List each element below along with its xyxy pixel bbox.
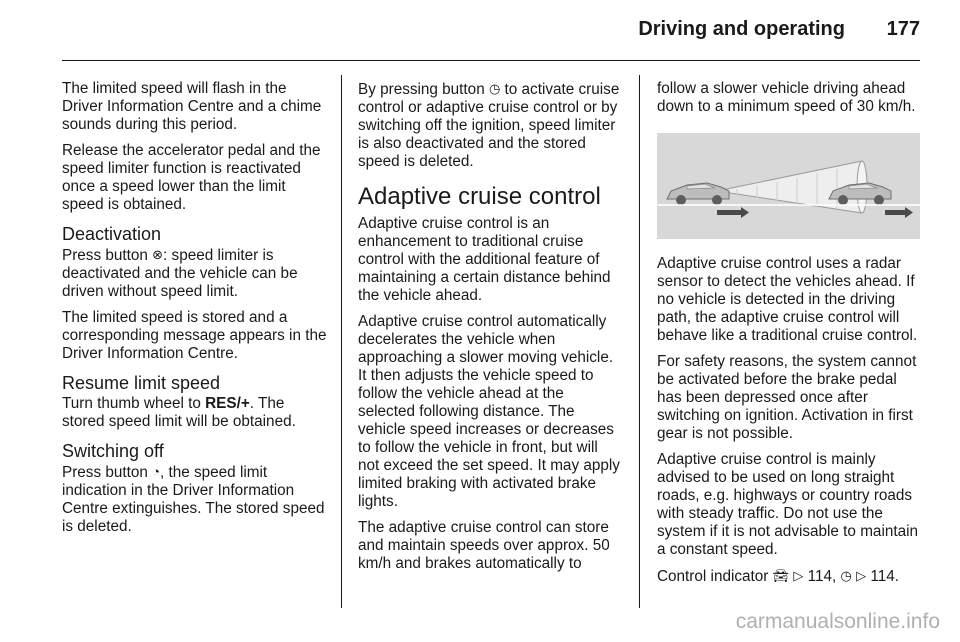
paragraph: follow a slower vehicle driving ahead down to a minimum speed of 30 km/h. bbox=[657, 80, 916, 115]
paragraph: By pressing button ◷ to activate cruise control or adaptive cruise control or by switching off the ignition, speed limiter is also deactivated and the stored speed is deleted. bbox=[358, 81, 620, 170]
header-divider bbox=[62, 60, 920, 61]
cruise-control-icon: ◷ bbox=[840, 568, 852, 583]
speed-limiter-cancel-icon: ⊗ bbox=[152, 247, 164, 262]
column-1 bbox=[62, 80, 328, 544]
speed-limiter-icon: ◔ bbox=[152, 464, 160, 479]
adaptive-cruise-illustration bbox=[657, 133, 920, 239]
paragraph: Adaptive cruise control is mainly advised to be used on long straight roads, e.g. highways or country roads with steady traffic. Do not use the system if it is not advisable to maintain a constant speed. bbox=[657, 451, 919, 558]
page-reference-icon[interactable]: ▷ bbox=[793, 568, 804, 583]
rear-car-icon bbox=[667, 183, 729, 205]
paragraph: Adaptive cruise control automatically decelerates the vehicle when approaching a slower moving vehicle. It then adjusts the vehicle speed to follow the vehicle ahead at the selected following distance. The vehicle speed increases or decreases to follow the vehicle in front, but will not exceed the set speed. It may apply limited braking with activated brake lights. bbox=[358, 313, 620, 510]
paragraph: Adaptive cruise control uses a radar sensor to detect the vehicles ahead. If no vehicle is detected in the driving path, the adaptive cruise control will behave like a traditional cruise control. bbox=[657, 255, 918, 344]
paragraph: The adaptive cruise control can store and maintain speeds over approx. 50 km/h and brakes automatically to bbox=[358, 519, 610, 572]
arrow-right-icon bbox=[717, 207, 749, 218]
section-heading-deactivation: Deactivation bbox=[62, 224, 162, 244]
paragraph: The limited speed will flash in the Driver Information Centre and a chime sounds during this period. bbox=[62, 80, 322, 133]
column-divider bbox=[639, 75, 640, 608]
paragraph: Press button ◔, the speed limit indication in the Driver Information Centre extinguishes. The stored speed is deleted. bbox=[62, 464, 325, 535]
page-number: 177 bbox=[886, 18, 920, 40]
section-heading-resume: Resume limit speed bbox=[62, 373, 221, 393]
watermark: carmanualsonline.info bbox=[735, 610, 940, 633]
column-3 bbox=[657, 80, 922, 594]
paragraph: The limited speed is stored and a corresponding message appears in the Driver Information Centre. bbox=[62, 309, 327, 362]
section-heading-adaptive-cruise: Adaptive cruise control bbox=[358, 183, 601, 210]
column-2 bbox=[358, 80, 623, 581]
paragraph: For safety reasons, the system cannot be activated before the brake pedal has been depressed once after switching on ignition. Activation in first gear is not possible. bbox=[657, 353, 917, 442]
car-indicator-icon: 🚘︎ bbox=[772, 568, 790, 583]
page-reference-icon[interactable]: ▷ bbox=[856, 568, 867, 583]
paragraph: Control indicator 🚘︎ ▷ 114, ◷ ▷ 114. bbox=[657, 568, 900, 585]
paragraph: Press button ⊗: speed limiter is deactivated and the vehicle can be driven without speed limit. bbox=[62, 247, 298, 300]
column-divider bbox=[341, 75, 342, 608]
arrow-right-icon bbox=[885, 207, 913, 218]
paragraph: Adaptive cruise control is an enhancement to traditional cruise control with the additional feature of maintaining a certain distance behind the vehicle ahead. bbox=[358, 215, 611, 304]
paragraph: Release the accelerator pedal and the speed limiter function is reactivated once a speed lower than the limit speed is obtained. bbox=[62, 142, 321, 213]
page-header-title: Driving and operating bbox=[638, 18, 845, 40]
cruise-control-icon: ◷ bbox=[488, 81, 501, 96]
paragraph: Turn thumb wheel to RES/+. The stored speed limit will be obtained. bbox=[62, 395, 296, 430]
section-heading-switching-off: Switching off bbox=[62, 441, 164, 461]
